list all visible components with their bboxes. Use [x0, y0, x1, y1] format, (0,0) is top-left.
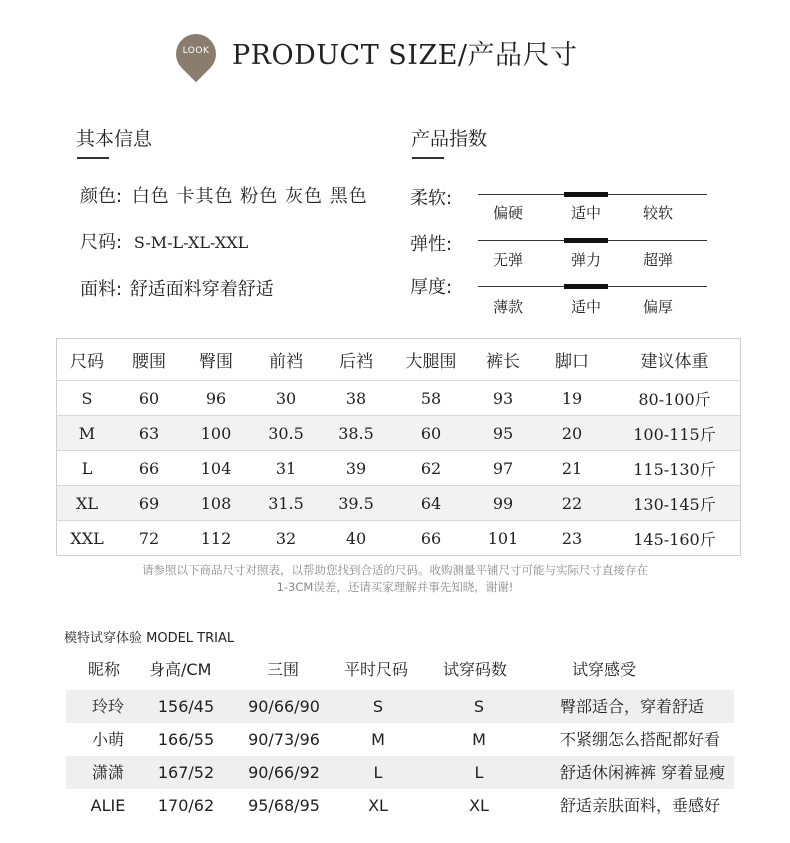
size-table-cell: 80-100斤 — [638, 389, 711, 409]
softness-label: 柔软: — [410, 188, 453, 209]
model-trial-title: 模特试穿体验 MODEL TRIAL — [64, 631, 235, 646]
fabric-value: 舒适面料穿着舒适 — [129, 279, 274, 300]
model-trial-row — [66, 789, 734, 822]
model-trial-cell: L — [474, 763, 484, 782]
size-table-cell: 32 — [275, 528, 297, 548]
size-table-row — [57, 485, 740, 520]
model-trial-cell: 90/73/96 — [248, 730, 320, 749]
model-trial-cell: 170/62 — [157, 796, 215, 815]
page-title: PRODUCT SIZE/产品尺寸 — [232, 40, 578, 71]
size-table-header-cell: 前裆 — [269, 352, 303, 372]
model-trial-row — [66, 723, 734, 756]
size-table-cell: 58 — [420, 388, 442, 408]
size-table-cell: XXL — [70, 528, 104, 548]
model-trial-cell: 舒适亲肤面料，垂感好 — [560, 796, 721, 815]
size-table-cell: XL — [75, 493, 98, 513]
size-table-cell: 95 — [492, 423, 514, 443]
size-table-cell: M — [78, 423, 96, 443]
thickness-option-3: 偏厚 — [643, 298, 674, 316]
model-trial-cell: 臀部适合，穿着舒适 — [560, 697, 705, 716]
color-value: 白色 卡其色 粉色 灰色 黑色 — [131, 186, 368, 207]
model-trial-row — [66, 690, 734, 723]
size-table-row — [57, 380, 740, 415]
size-note-line1: 请参照以下商品尺寸对照表，以帮助您找到合适的尺码。收购测量平铺尺寸可能与实际尺寸直接存在 — [142, 563, 648, 577]
product-index-underline — [412, 157, 444, 159]
model-trial-cell: M — [371, 730, 385, 749]
elasticity-option-2: 弹力 — [571, 251, 602, 269]
thickness-label: 厚度: — [410, 277, 453, 298]
model-trial-cell: XL — [469, 796, 489, 815]
size-table-cell: 115-130斤 — [633, 459, 716, 479]
model-trial-cell: S — [473, 697, 485, 716]
size-table-cell: 39 — [345, 458, 367, 478]
model-trial-cell: 167/52 — [157, 763, 215, 782]
size-table-cell: 22 — [561, 493, 583, 513]
size-table-header-cell: 脚口 — [555, 352, 589, 372]
model-trial-cell: ALIE — [90, 796, 126, 815]
thickness-option-1: 薄款 — [493, 298, 524, 316]
size-row — [80, 228, 248, 254]
size-table-row — [57, 450, 740, 485]
size-table-cell: 108 — [200, 493, 232, 513]
model-trial-header-cell: 平时尺码 — [344, 660, 409, 679]
softness-option-3: 较软 — [643, 204, 674, 222]
size-table-cell: L — [81, 458, 93, 478]
size-table-cell: 38 — [345, 388, 367, 408]
size-table-cell: 21 — [561, 458, 583, 478]
size-table-header-cell: 裤长 — [486, 352, 520, 372]
model-trial-table — [66, 690, 734, 822]
fabric-row — [80, 275, 274, 301]
model-trial-header-cell: 三围 — [267, 660, 300, 679]
model-trial-header-cell: 试穿感受 — [572, 660, 637, 679]
model-trial-cell: 90/66/92 — [248, 763, 320, 782]
size-table-cell: 23 — [561, 528, 583, 548]
size-table-cell: 101 — [487, 528, 519, 548]
size-table-cell: 72 — [138, 528, 160, 548]
size-table-cell: 96 — [205, 388, 227, 408]
size-table-cell: 145-160斤 — [633, 529, 716, 549]
size-table-cell: S — [81, 388, 93, 408]
product-index-heading: 产品指数 — [411, 128, 488, 150]
model-trial-row — [66, 756, 734, 789]
elasticity-option-1: 无弹 — [493, 251, 524, 269]
size-table-cell: 69 — [138, 493, 160, 513]
size-table-cell: 100 — [200, 423, 232, 443]
size-table-cell: 31.5 — [268, 493, 304, 513]
size-table-cell: 39.5 — [338, 493, 374, 513]
thickness-indicator — [564, 284, 608, 289]
model-trial-cell: 小萌 — [91, 730, 124, 749]
model-trial-header-cell: 昵称 — [88, 660, 121, 679]
color-row — [80, 182, 368, 208]
model-trial-cell: M — [472, 730, 486, 749]
elasticity-indicator — [564, 238, 608, 243]
model-trial-cell: S — [372, 697, 384, 716]
size-table-cell: 30.5 — [268, 423, 304, 443]
size-table — [56, 338, 741, 556]
model-trial-cell: 156/45 — [157, 697, 215, 716]
model-trial-cell: XL — [368, 796, 388, 815]
model-trial-cell: 不紧绷怎么搭配都好看 — [560, 730, 721, 749]
softness-option-2: 适中 — [571, 204, 602, 222]
size-table-cell: 97 — [492, 458, 514, 478]
basic-info-underline — [77, 157, 109, 159]
model-trial-cell: 166/55 — [157, 730, 215, 749]
size-table-cell: 93 — [492, 388, 514, 408]
size-table-cell: 60 — [138, 388, 160, 408]
elasticity-label: 弹性: — [410, 234, 453, 255]
model-trial-header-cell: 身高/CM — [149, 660, 212, 679]
size-table-cell: 130-145斤 — [633, 494, 716, 514]
size-table-cell: 63 — [138, 423, 160, 443]
size-table-row — [57, 520, 740, 555]
size-table-header-row — [57, 339, 740, 380]
basic-info-heading: 其本信息 — [76, 128, 153, 150]
elasticity-option-3: 超弹 — [643, 251, 674, 269]
model-trial-cell: 潇潇 — [91, 763, 124, 782]
model-trial-cell: 舒适休闲裤裤 穿着显瘦 — [560, 763, 726, 782]
thickness-option-2: 适中 — [571, 298, 602, 316]
size-table-header-cell: 后裆 — [339, 352, 373, 372]
model-trial-cell: 玲玲 — [91, 697, 124, 716]
size-table-cell: 38.5 — [338, 423, 374, 443]
size-table-cell: 66 — [138, 458, 160, 478]
size-table-header-cell: 大腿围 — [405, 352, 457, 372]
size-table-cell: 104 — [200, 458, 232, 478]
color-label: 颜色: — [80, 186, 123, 207]
size-table-header-cell: 建议体重 — [640, 352, 709, 372]
size-table-cell: 99 — [492, 493, 514, 513]
model-trial-cell: 95/68/95 — [248, 796, 320, 815]
size-table-header-cell: 尺码 — [70, 352, 104, 372]
size-table-cell: 20 — [561, 423, 583, 443]
size-table-cell: 100-115斤 — [633, 424, 716, 444]
look-badge-text: LOOK — [182, 46, 210, 56]
size-table-cell: 40 — [345, 528, 367, 548]
size-table-cell: 112 — [200, 528, 232, 548]
size-table-cell: 30 — [275, 388, 297, 408]
size-value: S-M-L-XL-XXL — [133, 233, 249, 252]
size-table-cell: 19 — [561, 388, 583, 408]
size-table-cell: 31 — [275, 458, 297, 478]
size-label: 尺码: — [80, 232, 123, 253]
size-table-header-cell: 臀围 — [199, 352, 233, 372]
size-table-cell: 66 — [420, 528, 442, 548]
size-note-line2: 1-3CM误差，还请买家理解并事先知晓，谢谢! — [276, 580, 514, 594]
model-trial-cell: L — [373, 763, 383, 782]
size-table-row — [57, 415, 740, 450]
softness-option-1: 偏硬 — [493, 204, 524, 222]
model-trial-header-cell: 试穿码数 — [443, 660, 508, 679]
size-table-header-cell: 腰围 — [132, 352, 166, 372]
size-table-cell: 62 — [420, 458, 442, 478]
softness-indicator — [564, 192, 608, 197]
fabric-label: 面料: — [80, 279, 123, 300]
model-trial-cell: 90/66/90 — [248, 697, 320, 716]
size-table-cell: 64 — [420, 493, 442, 513]
size-table-cell: 60 — [420, 423, 442, 443]
